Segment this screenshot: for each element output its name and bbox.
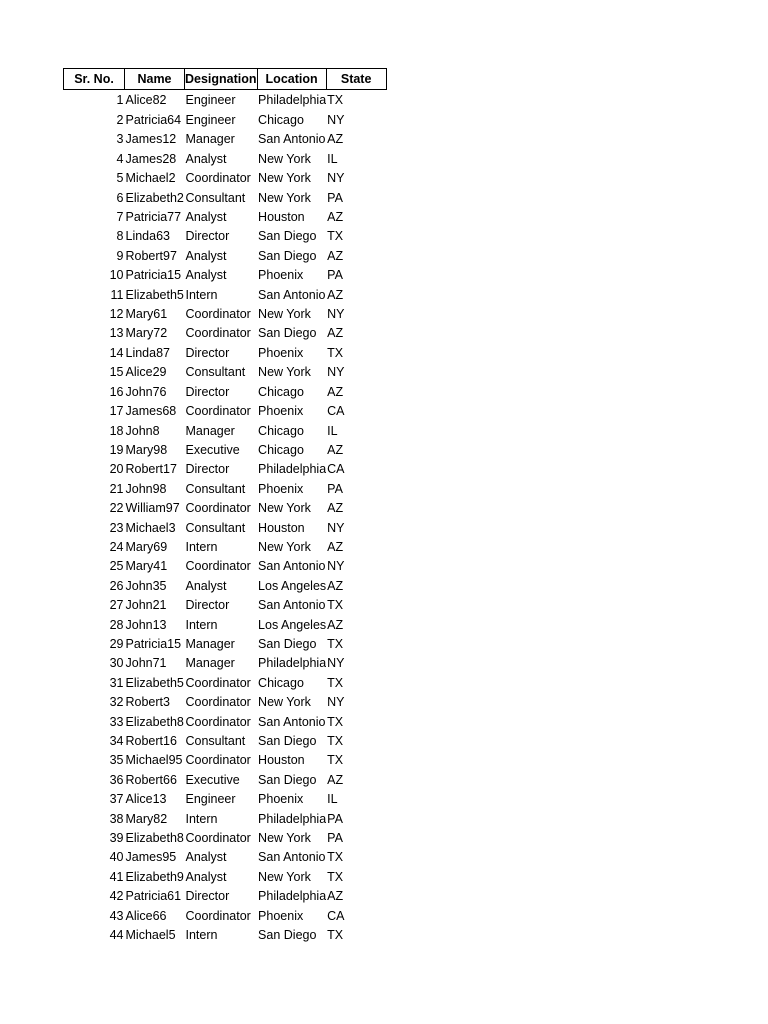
cell-designation: Director [185, 462, 230, 477]
cell-location: Chicago [258, 442, 304, 457]
cell-designation: Coordinator [185, 753, 251, 768]
cell-sr-no: 9 [116, 248, 124, 263]
table-row [64, 344, 387, 363]
cell-sr-no: 11 [110, 287, 124, 302]
cell-location: Phoenix [258, 908, 304, 923]
table-row [64, 305, 387, 324]
table-row [64, 499, 387, 518]
cell-designation: Analyst [185, 151, 227, 166]
cell-location: New York [258, 151, 311, 166]
cell-location: New York [258, 307, 311, 322]
cell-location: San Antonio [258, 850, 326, 865]
cell-location: Phoenix [258, 345, 304, 360]
cell-state: AZ [327, 132, 344, 147]
cell-name: Patricia64 [125, 113, 182, 127]
table-row [64, 654, 387, 673]
cell-location: Chicago [258, 113, 304, 127]
table-row [64, 616, 387, 635]
cell-designation: Consultant [185, 481, 246, 496]
cell-designation: Analyst [185, 248, 227, 263]
cell-name: Elizabeth5 [125, 675, 184, 690]
table-row [64, 169, 387, 188]
table-row [64, 402, 387, 421]
cell-state: TX [327, 598, 344, 613]
cell-state: NY [327, 365, 345, 380]
table-row [64, 519, 387, 538]
cell-sr-no: 17 [109, 404, 124, 419]
cell-sr-no: 13 [109, 326, 124, 341]
cell-name: Mary72 [125, 326, 168, 341]
cell-location: Phoenix [258, 404, 304, 419]
cell-sr-no: 1 [116, 93, 124, 107]
cell-location: San Antonio [258, 598, 326, 613]
table-row [64, 907, 387, 926]
cell-state: IL [327, 423, 338, 438]
cell-location: New York [258, 171, 311, 186]
cell-sr-no: 39 [109, 831, 124, 846]
cell-sr-no: 15 [109, 365, 124, 380]
table-row [64, 247, 387, 266]
header-row [64, 69, 387, 90]
table-row [64, 111, 387, 130]
cell-sr-no: 14 [109, 345, 124, 360]
cell-sr-no: 30 [109, 656, 124, 671]
cell-designation: Analyst [185, 268, 227, 283]
cell-name: James95 [125, 850, 177, 865]
cell-sr-no: 36 [109, 772, 124, 787]
cell-state: NY [327, 520, 345, 535]
cell-state: TX [327, 869, 344, 884]
cell-location: Chicago [258, 423, 304, 438]
cell-name: William97 [125, 501, 180, 516]
cell-state: AZ [327, 578, 344, 593]
cell-designation: Manager [185, 636, 235, 651]
table-row [64, 732, 387, 751]
cell-location: Chicago [258, 675, 304, 690]
header-location: Location [257, 69, 326, 90]
cell-sr-no: 41 [109, 869, 124, 884]
cell-sr-no: 7 [116, 210, 124, 225]
cell-state: AZ [327, 501, 344, 516]
employee-table [63, 68, 387, 945]
cell-designation: Intern [185, 928, 218, 943]
cell-location: Los Angeles [258, 617, 327, 632]
cell-location: Houston [258, 520, 305, 535]
cell-designation: Manager [185, 423, 235, 438]
spreadsheet-page [63, 68, 387, 945]
cell-state: AZ [327, 442, 344, 457]
cell-location: New York [258, 365, 311, 380]
cell-state: PA [327, 190, 343, 205]
cell-sr-no: 31 [109, 675, 124, 690]
cell-location: Philadelphia [258, 889, 327, 904]
cell-designation: Analyst [185, 578, 227, 593]
cell-sr-no: 8 [116, 229, 124, 244]
cell-state: TX [327, 753, 344, 768]
table-row [64, 480, 387, 499]
cell-sr-no: 6 [116, 190, 124, 205]
table-row [64, 848, 387, 867]
cell-designation: Coordinator [185, 675, 251, 690]
cell-sr-no: 33 [109, 714, 124, 729]
cell-designation: Consultant [185, 365, 246, 380]
cell-sr-no: 10 [109, 268, 124, 283]
table-row [64, 596, 387, 615]
table-row [64, 674, 387, 693]
cell-name: Mary82 [125, 811, 168, 826]
cell-designation: Coordinator [185, 307, 251, 322]
cell-state: AZ [327, 326, 344, 341]
cell-sr-no: 12 [109, 307, 124, 322]
table-row [64, 538, 387, 557]
cell-location: San Diego [258, 734, 317, 748]
cell-name: Michael95 [125, 753, 183, 768]
cell-designation: Coordinator [185, 559, 251, 574]
cell-name: Michael3 [125, 520, 176, 535]
cell-designation: Coordinator [185, 326, 251, 341]
cell-name: Elizabeth8 [125, 831, 184, 846]
table-row [64, 771, 387, 790]
cell-name: Robert97 [125, 248, 177, 263]
cell-location: Phoenix [258, 481, 304, 496]
cell-name: James12 [125, 132, 177, 147]
cell-designation: Director [185, 345, 230, 360]
cell-name: Patricia15 [125, 268, 182, 283]
table-row [64, 577, 387, 596]
cell-name: Robert17 [125, 462, 177, 477]
cell-name: Mary98 [125, 442, 168, 457]
cell-location: San Antonio [258, 132, 326, 147]
cell-state: CA [327, 404, 345, 419]
cell-state: AZ [327, 889, 344, 904]
cell-location: Houston [258, 210, 305, 225]
cell-location: San Diego [258, 326, 317, 341]
cell-designation: Analyst [185, 850, 227, 865]
cell-name: Robert16 [125, 734, 177, 748]
cell-designation: Executive [185, 772, 240, 787]
cell-designation: Manager [185, 656, 235, 671]
cell-state: PA [327, 811, 343, 826]
table-row [64, 693, 387, 712]
cell-state: IL [327, 792, 338, 807]
table-row [64, 383, 387, 402]
cell-sr-no: 19 [109, 442, 124, 457]
header-sr-no: Sr. No. [64, 69, 125, 90]
cell-sr-no: 16 [109, 384, 124, 399]
cell-state: PA [327, 831, 343, 846]
cell-sr-no: 21 [109, 481, 124, 496]
cell-state: NY [327, 656, 345, 671]
cell-name: Robert66 [125, 772, 177, 787]
cell-location: San Diego [258, 229, 317, 244]
cell-state: IL [327, 151, 338, 166]
cell-sr-no: 42 [109, 889, 124, 904]
cell-sr-no: 28 [109, 617, 124, 632]
cell-sr-no: 4 [116, 151, 124, 166]
cell-name: Alice13 [125, 792, 167, 807]
cell-name: Elizabeth9 [125, 869, 184, 884]
cell-state: NY [327, 695, 345, 710]
table-row [64, 635, 387, 654]
table-body [64, 90, 387, 946]
cell-designation: Consultant [185, 190, 246, 205]
cell-designation: Analyst [185, 210, 227, 225]
cell-location: Philadelphia [258, 462, 327, 477]
cell-location: Philadelphia [258, 811, 327, 826]
table-row [64, 286, 387, 305]
cell-name: Linda63 [125, 229, 170, 244]
cell-state: CA [327, 908, 345, 923]
cell-state: TX [327, 229, 344, 244]
cell-state: CA [327, 462, 345, 477]
cell-location: Philadelphia [258, 656, 327, 671]
table-row [64, 422, 387, 441]
table-row [64, 887, 387, 906]
cell-designation: Intern [185, 811, 218, 826]
cell-name: Mary41 [125, 559, 168, 574]
cell-state: AZ [327, 287, 344, 302]
table-row [64, 926, 387, 945]
cell-location: San Diego [258, 928, 317, 943]
cell-designation: Engineer [185, 113, 236, 127]
cell-name: Elizabeth8 [125, 714, 184, 729]
cell-designation: Consultant [185, 520, 246, 535]
cell-designation: Director [185, 229, 230, 244]
cell-name: John8 [125, 423, 160, 438]
cell-state: PA [327, 268, 343, 283]
table-row [64, 130, 387, 149]
table-row [64, 557, 387, 576]
cell-name: Michael2 [125, 171, 176, 186]
cell-location: New York [258, 190, 311, 205]
cell-location: San Antonio [258, 287, 326, 302]
table-row [64, 441, 387, 460]
cell-sr-no: 5 [116, 171, 124, 186]
cell-location: New York [258, 831, 311, 846]
cell-designation: Coordinator [185, 908, 251, 923]
table-row [64, 868, 387, 887]
table-row [64, 790, 387, 809]
cell-designation: Director [185, 384, 230, 399]
cell-name: Mary61 [125, 307, 168, 322]
cell-designation: Coordinator [185, 831, 251, 846]
cell-location: Los Angeles [258, 578, 327, 593]
cell-designation: Intern [185, 617, 218, 632]
cell-sr-no: 43 [109, 908, 124, 923]
table-row [64, 150, 387, 169]
cell-name: Robert3 [125, 695, 170, 710]
cell-name: Alice66 [125, 908, 167, 923]
table-row [64, 227, 387, 246]
cell-state: TX [327, 928, 344, 943]
cell-sr-no: 22 [109, 501, 124, 516]
table-row [64, 810, 387, 829]
cell-state: AZ [327, 772, 344, 787]
cell-name: Elizabeth5 [125, 287, 184, 302]
cell-state: TX [327, 675, 344, 690]
cell-designation: Executive [185, 442, 240, 457]
cell-name: John13 [125, 617, 167, 632]
table-row [64, 713, 387, 732]
cell-sr-no: 32 [109, 695, 124, 710]
cell-name: Elizabeth2 [125, 190, 184, 205]
cell-sr-no: 23 [109, 520, 124, 535]
cell-state: TX [327, 850, 344, 865]
cell-sr-no: 3 [116, 132, 124, 147]
cell-designation: Coordinator [185, 501, 251, 516]
cell-location: New York [258, 501, 311, 516]
cell-sr-no: 29 [109, 636, 124, 651]
cell-designation: Coordinator [185, 695, 251, 710]
cell-sr-no: 2 [116, 113, 124, 127]
cell-sr-no: 34 [109, 734, 124, 748]
cell-designation: Analyst [185, 869, 227, 884]
cell-designation: Manager [185, 132, 235, 147]
cell-designation: Coordinator [185, 171, 251, 186]
cell-state: AZ [327, 248, 344, 263]
cell-state: AZ [327, 210, 344, 225]
cell-sr-no: 35 [109, 753, 124, 768]
cell-designation: Intern [185, 539, 218, 554]
cell-location: Houston [258, 753, 305, 768]
cell-sr-no: 37 [109, 792, 124, 807]
cell-name: Patricia77 [125, 210, 182, 225]
cell-sr-no: 18 [109, 423, 124, 438]
table-row [64, 751, 387, 770]
cell-state: TX [327, 714, 344, 729]
cell-designation: Intern [185, 287, 218, 302]
cell-name: John71 [125, 656, 167, 671]
table-row [64, 266, 387, 285]
cell-location: San Antonio [258, 559, 326, 574]
table-row [64, 829, 387, 848]
cell-location: New York [258, 539, 311, 554]
cell-state: TX [327, 93, 344, 107]
header-name: Name [125, 69, 185, 90]
cell-location: San Diego [258, 772, 317, 787]
cell-location: San Diego [258, 636, 317, 651]
cell-name: John21 [125, 598, 167, 613]
cell-state: NY [327, 307, 345, 322]
cell-state: TX [327, 636, 344, 651]
cell-designation: Engineer [185, 93, 236, 107]
cell-location: San Antonio [258, 714, 326, 729]
cell-sr-no: 26 [109, 578, 124, 593]
cell-name: James68 [125, 404, 177, 419]
cell-location: New York [258, 869, 311, 884]
cell-sr-no: 20 [109, 462, 124, 477]
table-row [64, 90, 387, 112]
table-row [64, 460, 387, 479]
cell-designation: Director [185, 598, 230, 613]
cell-location: Phoenix [258, 792, 304, 807]
cell-designation: Coordinator [185, 404, 251, 419]
header-designation: Designation [185, 69, 258, 90]
cell-state: NY [327, 559, 345, 574]
cell-name: Linda87 [125, 345, 170, 360]
cell-sr-no: 40 [109, 850, 124, 865]
cell-sr-no: 25 [109, 559, 124, 574]
cell-name: John98 [125, 481, 167, 496]
cell-state: PA [327, 481, 343, 496]
table-row [64, 324, 387, 343]
cell-location: Philadelphia [258, 93, 327, 107]
cell-state: AZ [327, 617, 344, 632]
cell-sr-no: 27 [109, 598, 124, 613]
cell-name: Alice29 [125, 365, 167, 380]
table-row [64, 363, 387, 382]
cell-designation: Coordinator [185, 714, 251, 729]
cell-state: AZ [327, 539, 344, 554]
cell-name: Patricia61 [125, 889, 182, 904]
cell-location: New York [258, 695, 311, 710]
cell-location: Chicago [258, 384, 304, 399]
cell-state: TX [327, 734, 344, 748]
cell-name: Patricia15 [125, 636, 182, 651]
cell-name: Michael5 [125, 928, 176, 943]
cell-location: San Diego [258, 248, 317, 263]
cell-state: AZ [327, 384, 344, 399]
table-row [64, 189, 387, 208]
cell-sr-no: 24 [109, 539, 124, 554]
table-row [64, 208, 387, 227]
cell-designation: Consultant [185, 734, 246, 748]
cell-sr-no: 44 [109, 928, 124, 943]
cell-sr-no: 38 [109, 811, 124, 826]
cell-name: Mary69 [125, 539, 168, 554]
cell-designation: Director [185, 889, 230, 904]
cell-name: Alice82 [125, 93, 167, 107]
cell-state: NY [327, 113, 345, 127]
cell-location: Phoenix [258, 268, 304, 283]
cell-state: TX [327, 345, 344, 360]
cell-name: John76 [125, 384, 167, 399]
header-state: State [326, 69, 386, 90]
cell-name: John35 [125, 578, 167, 593]
cell-name: James28 [125, 151, 177, 166]
cell-state: NY [327, 171, 345, 186]
cell-designation: Engineer [185, 792, 236, 807]
